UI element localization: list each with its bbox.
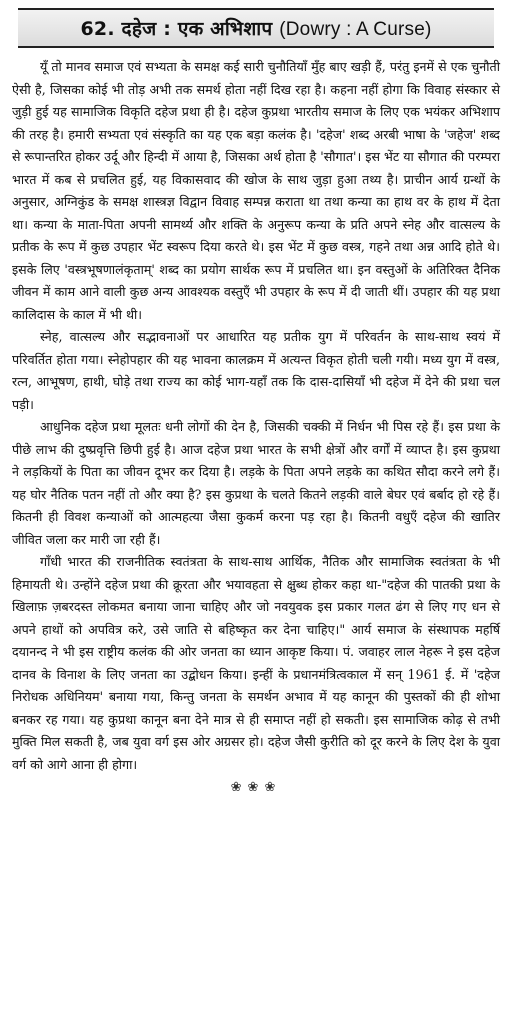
title-banner bbox=[18, 8, 494, 48]
title-hindi: 62. दहेज : एक अभिशाप bbox=[80, 18, 273, 40]
paragraph-4: गाँधी भारत की राजनीतिक स्वतंत्रता के साथ-साथ आर्थिक, नैतिक और सामाजिक स्वतंत्रता के भी हिमायती थे। उन्होंने दहेज प्रथा की क्रूरता और भयावहता से क्षुब्ध होकर कहा था-"दहेज की पातकी प्रथा के खिलाफ़ ज़बरदस्त लोकमत बनाया जाना चाहिए और जो नवयुवक इस प्रकार गलत ढंग से लिए गए धन से अपने हाथों को अपवित्र करे, उसे जाति से बहिष्कृत कर देना चाहिए।" आर्य समाज के संस्थापक महर्षि दयानन्द ने भी इस राष्ट्रीय कलंक की ओर जनता का ध्यान आकृष्ट किया। पं. जवाहर लाल नेहरू ने इस दहेज दानव के विनाश के लिए जनता का उद्बोधन किया। इन्हीं के प्रधानमंत्रित्वकाल में सन् 1961 ई. में 'दहेज निरोधक अधिनियम' बनाया गया, किन्तु जनता के समर्थन अभाव में यह कानून की पुस्तकों की ही शोभा बनकर रह गया। यह कुप्रथा कानून बना देने मात्र से ही समाप्त नहीं हो सकती। इस सामाजिक कोढ़ से तभी मुक्ति मिल सकती है, जब युवा वर्ग इस ओर अग्रसर हो। दहेज जैसी कुरीति को दूर करने के लिए देश के युवा वर्ग को आगे आना ही होगा। bbox=[12, 554, 500, 772]
paragraph-1: यूँ तो मानव समाज एवं सभ्यता के समक्ष कई सारी चुनौतियाँ मुँह बाए खड़ी हैं, परंतु इनमें से एक चुनौती ऐसी है, जिसका कोई भी तोड़ अभी तक समर्थ होता नहीं दिख रहा है। कहना नहीं होगा कि विवाह संस्कार से जुड़ी हुई यह सामाजिक विकृति दहेज प्रथा ही है। दहेज कुप्रथा भारतीय समाज के लिए एक भयंकर अभिशाप की तरह है। हमारी सभ्यता एवं संस्कृति का यह एक बड़ा कलंक है। 'दहेज' शब्द अरबी भाषा के 'जहेज' शब्द से रूपान्तरित होकर उर्दू और हिन्दी में आया है, जिसका अर्थ होता है 'सौगात'। इस भेंट या सौगात की परम्परा भारत में कब से प्रचलित हुई, यह विकासवाद की खोज के साथ जुड़ा हुआ तथ्य है। प्राचीन आर्य ग्रन्थों के अनुसार, अग्निकुंड के समक्ष शास्त्रज्ञ विद्वान विवाह सम्पन्न कराता था तथा कन्या का हाथ वर के हाथ में देता था। कन्या के माता-पिता अपनी सामर्थ्य और शक्ति के अनुरूप कन्या के प्रति अपने स्नेह और वात्सल्य के प्रतीक के रूप में कुछ उपहार भेंट स्वरूप दिया करते थे। इस भेंट में कुछ वस्त्र, गहने तथा अन्न आदि होते थे। इसके लिए 'वस्त्रभूषणालंकृताम्' शब्द का प्रयोग सार्थक रूप में प्रचलित था। इन वस्तुओं के अतिरिक्त दैनिक जीवन में काम आने वाली कुछ अन्य आवश्यक वस्तुएँ भी उपहार के रूप में दी जाती थीं। उपहार की यह प्रथा कालिदास के काल में भी थी। bbox=[12, 59, 500, 322]
essay-body bbox=[12, 56, 500, 776]
paragraph-2: स्नेह, वात्सल्य और सद्भावनाओं पर आधारित यह प्रतीक युग में परिवर्तन के साथ-साथ स्वयं में परिवर्तित होता गया। स्नेहोपहार की यह भावना कालक्रम में अत्यन्त विकृत होती चली गयी। मध्य युग में वस्त्र, रत्न, आभूषण, हाथी, घोड़े तथा राज्य का कोई भाग-यहाँ तक कि दास-दासियाँ भी दहेज में देने की प्रथा चल पड़ी। bbox=[12, 329, 500, 412]
essay-title bbox=[80, 15, 431, 41]
end-ornament: ❀❀❀ bbox=[230, 780, 282, 795]
paragraph-3: आधुनिक दहेज प्रथा मूलतः धनी लोगों की देन है, जिसकी चक्की में निर्धन भी पिस रहे हैं। इस प्रथा के पीछे लाभ की दुष्प्रवृत्ति छिपी हुई है। आज दहेज प्रथा भारत के सभी क्षेत्रों और वर्गों में व्याप्त है। इस कुप्रथा ने लड़कियों के पिता का जीवन दूभर कर दिया है। लड़के के पिता अपने लड़के का कथित सौदा करने लगे हैं। यह घोर नैतिक पतन नहीं तो और क्या है? इस कुप्रथा के चलते कितने लड़की वाले बेघर एवं बर्बाद हो रहे हैं। कितनी ही विवश कन्याओं को आत्महत्या जैसा कुकर्म करना पड़ रहा है। कितनी वधुएँ दहेज की खातिर जीवित जला कर मारी जा रही हैं। bbox=[12, 419, 500, 547]
title-english: (Dowry : A Curse) bbox=[279, 19, 432, 40]
